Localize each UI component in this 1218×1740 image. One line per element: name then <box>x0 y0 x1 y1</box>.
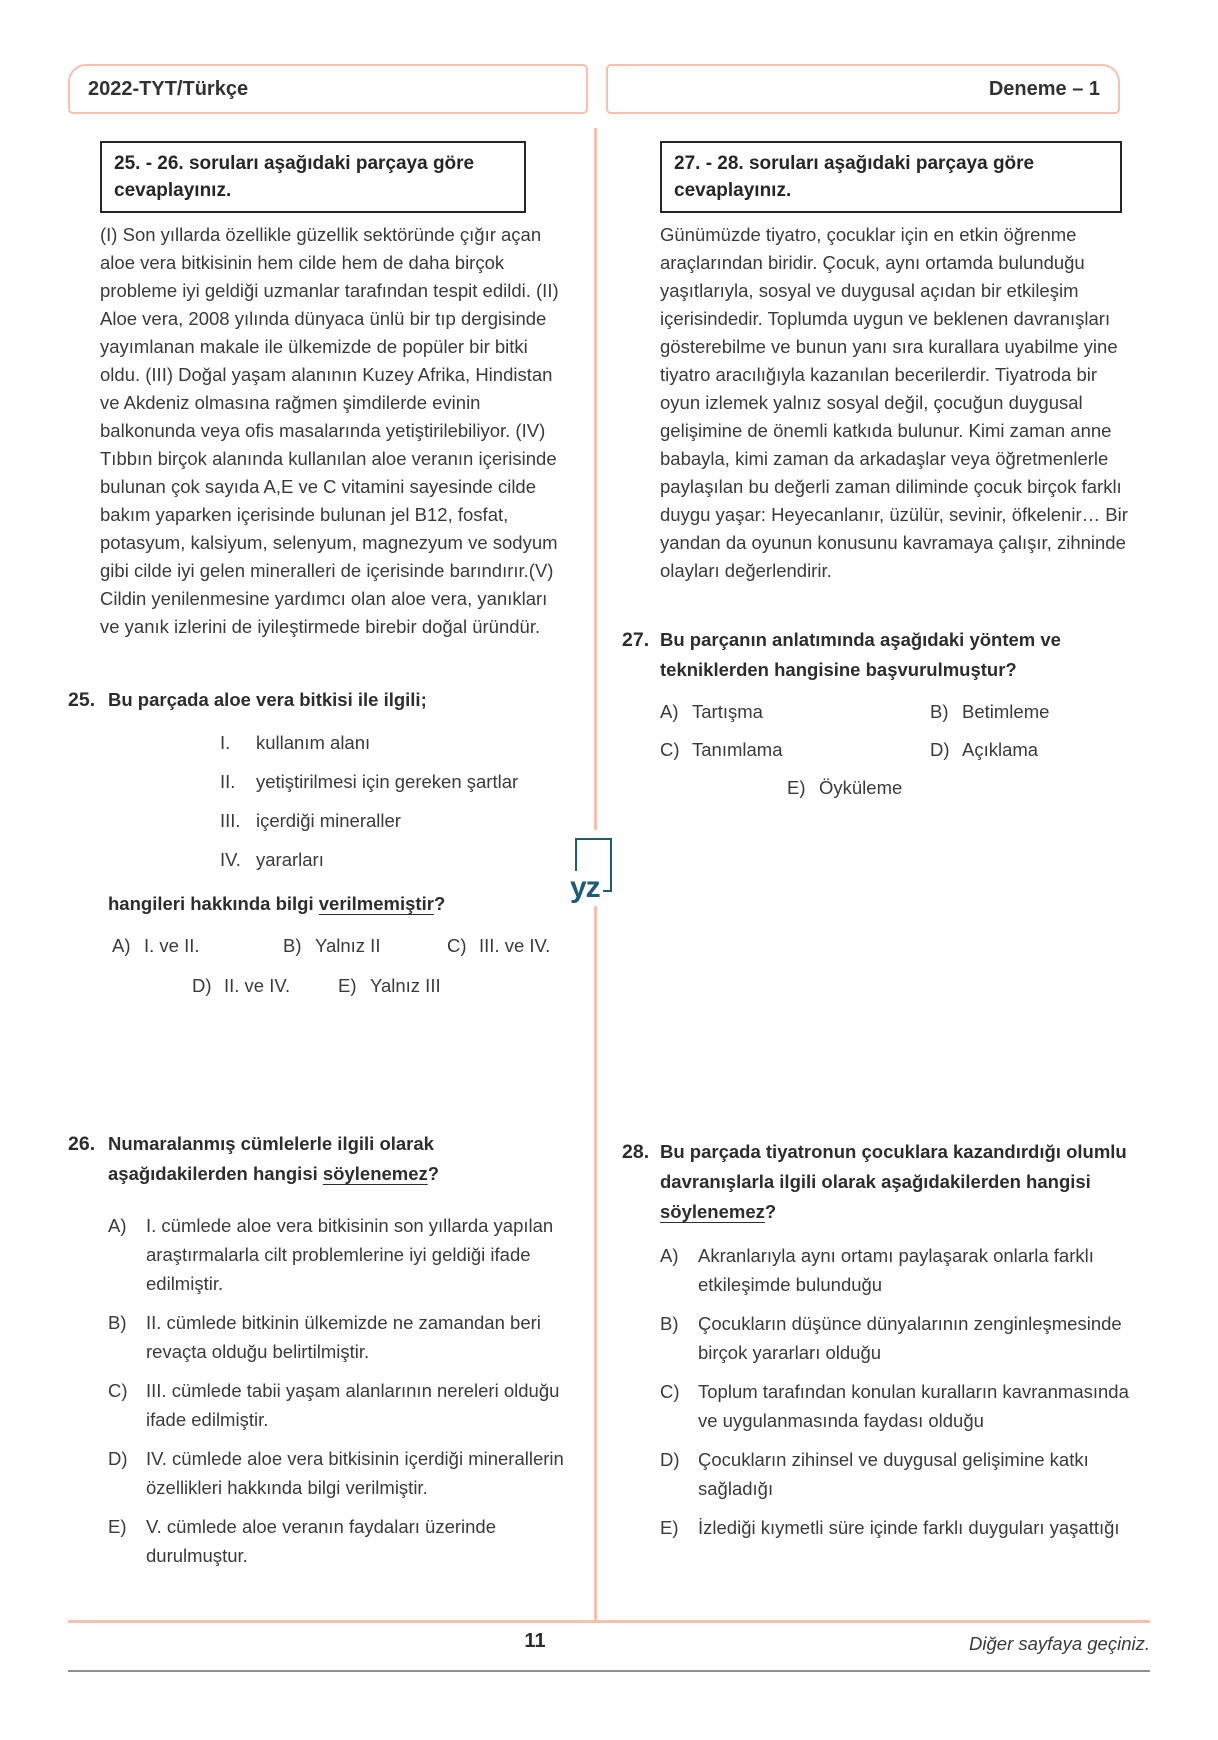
option-text: V. cümlede aloe veranın faydaları üzerinde durulmuştur. <box>146 1516 497 1566</box>
stem-text: ? <box>764 1201 777 1222</box>
question-stem <box>660 1137 1140 1227</box>
roman-text: yetiştirilmesi için gereken şartlar <box>256 771 519 792</box>
footer-bottom-line <box>68 1670 1150 1672</box>
option-letter: D) <box>108 1448 128 1469</box>
yz-logo-text: yz <box>570 871 603 903</box>
option-b <box>930 701 1049 723</box>
page-number: 11 <box>524 1630 546 1652</box>
instruction-box-27-28 <box>660 141 1122 213</box>
option-text: İzlediği kıymetli süre içinde farklı duyguları yaşattığı <box>698 1517 1120 1538</box>
option-letter: B) <box>930 701 949 722</box>
passage-tiyatro: Günümüzde tiyatro, çocuklar için en etkin öğrenme araçlarından biridir. Çocuk, aynı ortamda bulunduğu yaşıtlarıyla, sosyal ve duygusal açıdan bir etkileşim içerisindedir. Toplumda uygun ve beklenen davranışları gösterebilme ve bunun yanı sıra kurallara uyabilme yine tiyatro aracılığıyla kazanılan becerilerdir. Tiyatroda bir oyun izlemek yalnız sosyal değil, çocuğun duygusal gelişimine de önemli katkıda bulunur. Kimi zaman anne babayla, kimi zaman da arkadaşlar veya öğretmenlerle paylaşılan bu değerli zaman diliminde çocuk birçok farklı duygu yaşar: Heyecanlanır, üzülür, sevinir, öfkelenir… Bir yandan da oyunun konusunu kavramaya çalışır, zihninde olayları değerlendirir. <box>660 224 1128 581</box>
option-e <box>338 975 441 997</box>
option-c <box>108 1376 568 1434</box>
option-letter: A) <box>112 935 131 956</box>
roman-text: içerdiği mineraller <box>256 810 401 831</box>
roman-numeral: III. <box>220 810 241 831</box>
option-letter: B) <box>660 1313 679 1334</box>
next-page-note: Diğer sayfaya geçiniz. <box>969 1633 1150 1654</box>
option-b <box>283 935 380 957</box>
option-e <box>108 1512 568 1570</box>
option-text: Öyküleme <box>819 777 903 798</box>
option-letter: E) <box>787 777 806 798</box>
option-letter: D) <box>930 739 950 760</box>
option-text: I. cümlede aloe vera bitkisinin son yıllarda yapılan araştırmalarla cilt problemlerine iyi geldiği ifade edilmiştir. <box>146 1215 554 1294</box>
question-28-options <box>660 1241 1140 1542</box>
option-letter: D) <box>192 975 212 996</box>
question-stem-2 <box>108 889 568 919</box>
option-letter: A) <box>660 701 679 722</box>
header-exam-title: Deneme – 1 <box>988 77 1100 100</box>
option-text: Yalnız III <box>370 975 441 996</box>
question-27-options <box>622 701 1140 815</box>
roman-text: kullanım alanı <box>256 732 371 753</box>
footer-accent-line <box>68 1620 1150 1623</box>
option-a <box>108 1211 568 1298</box>
option-text: II. ve IV. <box>224 975 291 996</box>
option-a <box>660 701 763 723</box>
passage-aloe-vera: (I) Son yıllarda özellikle güzellik sektöründe çığır açan aloe vera bitkisinin hem cilde hem de daha birçok probleme iyi geldiği uzmanlar tarafından tespit edildi. (II) Aloe vera, 2008 yılında dünyaca ünlü bir tıp dergisinde yayımlanan makale ile ülkemizde de popüler bir bitki oldu. (III) Doğal yaşam alanının Kuzey Afrika, Hindistan ve Akdeniz olmasına rağmen şimdilerde evinin balkonunda veya ofis masalarında yetiştirilebiliyor. (IV) Tıbbın birçok alanında kullanılan aloe veranın içerisinde bulunan çok sayıda A,E ve C vitamini sayesinde cilde bakım yaparken içerisinde bulunan jel B12, fosfat, potasyum, kalsiyum, selenyum, magnezyum ve sodyum gibi cilde iyi gelen mineralleri de içerisinde barındırır.(V) Cildin yenilenmesine yardımcı olan aloe vera, yanıkları ve yanık izlerini de iyileştirmede birebir doğal üründür. <box>100 224 559 637</box>
option-letter: C) <box>660 1381 680 1402</box>
roman-item-list <box>108 723 568 879</box>
roman-item <box>220 723 568 762</box>
option-c <box>447 935 550 957</box>
stem-underlined-word: verilmemiştir <box>318 893 434 914</box>
option-text: III. cümlede tabii yaşam alanlarının nereleri olduğu ifade edilmiştir. <box>146 1380 560 1430</box>
stem-underlined-word: söylenemez <box>660 1201 765 1222</box>
option-text: Yalnız II <box>315 935 381 956</box>
option-text: II. cümlede bitkinin ülkemizde ne zamandan beri revaçta olduğu belirtilmiştir. <box>146 1312 541 1362</box>
option-letter: E) <box>108 1516 127 1537</box>
question-28 <box>622 1137 1140 1552</box>
right-column <box>622 141 1140 1552</box>
roman-numeral: II. <box>220 771 236 792</box>
column-divider-top <box>594 128 597 830</box>
instruction-text: 27. - 28. soruları aşağıdaki parçaya göre cevaplayınız. <box>674 153 1035 201</box>
option-text: I. ve II. <box>144 935 200 956</box>
option-text: Toplum tarafından konulan kuralların kavranmasında ve uygulanmasında faydası olduğu <box>698 1381 1129 1431</box>
column-divider-bottom <box>594 906 597 1620</box>
option-text: Çocukların zihinsel ve duygusal gelişimine katkı sağladığı <box>698 1449 1089 1499</box>
option-a <box>112 935 200 957</box>
option-d <box>192 975 290 997</box>
question-26 <box>68 1129 568 1580</box>
stem-text: Numaralanmış cümlelerle ilgili olarak aşağıdakilerden hangisi <box>108 1133 434 1184</box>
header-course-box <box>68 64 588 114</box>
stem-underlined-word: söylenemez <box>322 1163 428 1184</box>
option-text: Tartışma <box>692 701 763 722</box>
option-letter: B) <box>108 1312 127 1333</box>
option-text: Betimleme <box>962 701 1050 722</box>
option-letter: C) <box>108 1380 128 1401</box>
question-stem <box>108 1129 568 1189</box>
option-a <box>660 1241 1140 1299</box>
header-exam-box <box>606 64 1120 114</box>
roman-numeral: I. <box>220 732 231 753</box>
option-letter: C) <box>660 739 680 760</box>
option-c <box>660 739 782 761</box>
roman-numeral: IV. <box>220 849 241 870</box>
option-letter: A) <box>660 1245 679 1266</box>
header-course-title: 2022-TYT/Türkçe <box>88 77 249 100</box>
question-26-options <box>108 1211 568 1570</box>
yz-logo <box>570 838 612 904</box>
option-b <box>660 1309 1140 1367</box>
question-number: 28. <box>622 1141 650 1163</box>
stem-text: ? <box>433 893 446 914</box>
question-stem: Bu parçanın anlatımında aşağıdaki yöntem ve tekniklerden hangisine başvurulmuştur? <box>660 629 1061 680</box>
roman-text: yararları <box>256 849 324 870</box>
option-letter: A) <box>108 1215 127 1236</box>
roman-item <box>220 801 568 840</box>
instruction-box-25-26 <box>100 141 526 213</box>
option-letter: C) <box>447 935 467 956</box>
stem-text: ? <box>427 1163 440 1184</box>
question-number: 25. <box>68 689 96 711</box>
question-stem: Bu parçada aloe vera bitkisi ile ilgili; <box>108 689 427 710</box>
option-letter: E) <box>660 1517 679 1538</box>
stem-text: Bu parçada tiyatronun çocuklara kazandırdığı olumlu davranışlarla ilgili olarak aşağıdakilerden hangisi <box>660 1141 1127 1192</box>
option-text: Çocukların düşünce dünyalarının zenginleşmesinde birçok yararları olduğu <box>698 1313 1122 1363</box>
stem-text: hangileri hakkında bilgi <box>108 893 319 914</box>
question-25-options <box>68 935 568 1019</box>
option-b <box>108 1308 568 1366</box>
roman-item <box>220 762 568 801</box>
instruction-text: 25. - 26. soruları aşağıdaki parçaya göre cevaplayınız. <box>114 153 475 201</box>
option-letter: B) <box>283 935 302 956</box>
option-text: IV. cümlede aloe vera bitkisinin içerdiği minerallerin özellikleri hakkında bilgi verilmiştir. <box>146 1448 564 1498</box>
option-d <box>660 1445 1140 1503</box>
question-number: 27. <box>622 629 650 651</box>
question-27 <box>622 625 1140 685</box>
left-column <box>68 141 568 1580</box>
option-e <box>660 1513 1140 1542</box>
option-text: III. ve IV. <box>479 935 551 956</box>
option-text: Açıklama <box>962 739 1039 760</box>
question-25 <box>68 685 568 919</box>
option-letter: E) <box>338 975 357 996</box>
option-text: Tanımlama <box>692 739 783 760</box>
question-number: 26. <box>68 1133 96 1155</box>
option-d <box>930 739 1038 761</box>
option-d <box>108 1444 568 1502</box>
roman-item <box>220 840 568 879</box>
option-letter: D) <box>660 1449 680 1470</box>
option-e <box>787 777 902 799</box>
option-text: Akranlarıyla aynı ortamı paylaşarak onlarla farklı etkileşimde bulunduğu <box>698 1245 1094 1295</box>
option-c <box>660 1377 1140 1435</box>
